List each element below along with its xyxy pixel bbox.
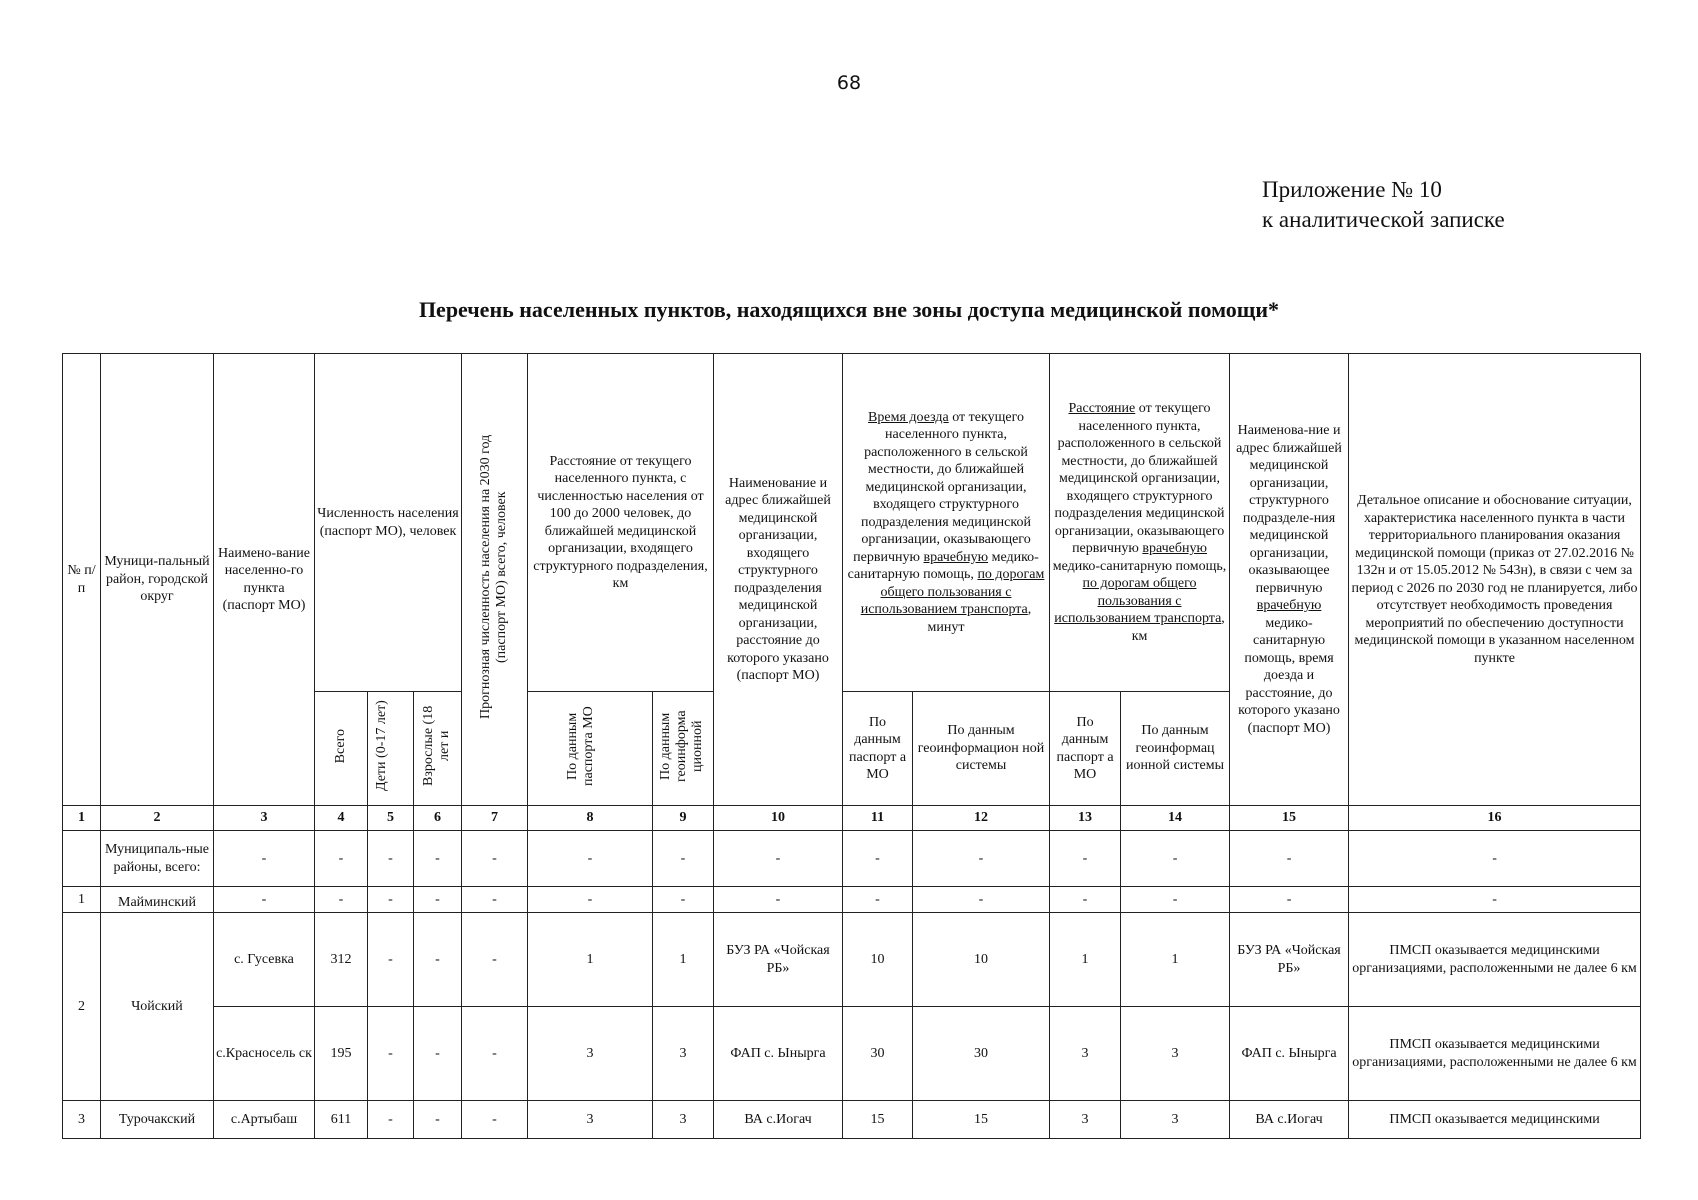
- population-forecast: -: [462, 1007, 528, 1101]
- appendix-line-2: к аналитической записке: [1262, 207, 1505, 232]
- primary-care-organization: ВА с.Иогач: [1230, 1101, 1349, 1139]
- header-col-15-1: Наименова-ние и адрес ближайшей медицинской организации, структурного подразделе-ния медицинской организации, оказывающее первичную: [1236, 423, 1342, 596]
- summary-cell: -: [1349, 831, 1641, 887]
- table-cell: -: [315, 887, 368, 913]
- header-col-13: По данным паспорт а МО: [1050, 692, 1121, 806]
- document-title: Перечень населенных пунктов, находящихся вне зоны доступа медицинской помощи*: [418, 297, 1280, 322]
- district-name: Майминский: [101, 887, 214, 913]
- appendix-note: [1262, 175, 1505, 235]
- summary-label: Муниципаль-ные районы, всего:: [101, 831, 214, 887]
- header-col-6-text: Взрослые (18 лет и: [420, 705, 452, 786]
- population-children: -: [368, 1101, 414, 1139]
- header-col-9-text: По данным геоинформа ционной: [658, 709, 705, 782]
- situation-note: ПМСП оказывается медицинскими организациями, расположенными не далее 6 км: [1349, 913, 1641, 1007]
- header-col-15: [1230, 354, 1349, 806]
- distance-gis: 3: [653, 1007, 714, 1101]
- table-row: [63, 913, 1641, 1007]
- header-col-7-text: Прогнозная численность населения на 2030 год (паспорт МО) всего, человек: [477, 434, 509, 719]
- summary-cell: -: [368, 831, 414, 887]
- summary-cell: -: [1050, 831, 1121, 887]
- table-cell: -: [1121, 887, 1230, 913]
- primary-care-organization: БУЗ РА «Чойская РБ»: [1230, 913, 1349, 1007]
- column-number: 14: [1121, 806, 1230, 831]
- summary-cell: -: [315, 831, 368, 887]
- summary-cell: -: [1230, 831, 1349, 887]
- header-road-distance-5: по дорогам общего пользования с использованием транспорта: [1054, 576, 1222, 626]
- primary-care-organization: ФАП с. Ынырга: [1230, 1007, 1349, 1101]
- column-numbers-row: [63, 806, 1641, 831]
- header-col-16: Детальное описание и обоснование ситуации, характеристика населенного пункта в части территориального планирования оказания медицинской помощи (приказ от 27.02.2016 № 132н и от 15.05.2012 № 543н), в связи с чем за период с 2026 по 2030 год не планируется, либо отсутствует необходимость проведения мероприятий по обеспечению доступности медицинской помощи в указанном населенном пункте: [1349, 354, 1641, 806]
- column-number: 7: [462, 806, 528, 831]
- header-col-1: № п/ п: [63, 354, 101, 806]
- table-cell: -: [843, 887, 913, 913]
- situation-note: ПМСП оказывается медицинскими организациями, расположенными не далее 6 км: [1349, 1007, 1641, 1101]
- header-col-5: [368, 692, 414, 806]
- table-cell: -: [714, 887, 843, 913]
- header-col-7: [462, 354, 528, 806]
- population-children: -: [368, 1007, 414, 1101]
- row-number: 3: [63, 1101, 101, 1139]
- travel-time-passport: 10: [843, 913, 913, 1007]
- header-col-4: [315, 692, 368, 806]
- distance-gis: 3: [653, 1101, 714, 1139]
- header-col-12: По данным геоинформацион ной системы: [913, 692, 1050, 806]
- summary-empty: [63, 831, 101, 887]
- header-col-3: Наимено-вание населенно-го пункта (паспорт МО): [214, 354, 315, 806]
- header-road-distance-4: медико-санитарную помощь,: [1052, 558, 1227, 574]
- table-cell: -: [414, 887, 462, 913]
- header-col-5-text: Дети (0-17 лет): [373, 700, 389, 792]
- settlements-table: [62, 353, 1641, 1139]
- population-forecast: -: [462, 1101, 528, 1139]
- header-population: Численность населения (паспорт МО), человек: [315, 354, 462, 692]
- population-forecast: -: [462, 913, 528, 1007]
- row-number: 2: [63, 913, 101, 1101]
- settlement-name: с. Гусевка: [214, 913, 315, 1007]
- column-number: 6: [414, 806, 462, 831]
- header-col-15-3: медико-санитарную помощь, время доезда и расстояние, до которого указано (паспорт МО): [1238, 615, 1340, 736]
- travel-time-gis: 10: [913, 913, 1050, 1007]
- table-row: [63, 1101, 1641, 1139]
- summary-cell: -: [714, 831, 843, 887]
- table-cell: -: [528, 887, 653, 913]
- settlement-name: с.Красносель ск: [214, 1007, 315, 1101]
- road-distance-passport: 3: [1050, 1007, 1121, 1101]
- nearest-organization: ФАП с. Ынырга: [714, 1007, 843, 1101]
- distance-gis: 1: [653, 913, 714, 1007]
- road-distance-gis: 3: [1121, 1101, 1230, 1139]
- header-road-distance-1: Расстояние: [1068, 401, 1136, 416]
- header-col-8: [528, 692, 653, 806]
- road-distance-gis: 1: [1121, 913, 1230, 1007]
- column-number: 10: [714, 806, 843, 831]
- district-name: Чойский: [101, 913, 214, 1101]
- header-col-14: По данным геоинформац ионной системы: [1121, 692, 1230, 806]
- page-number: 68: [836, 72, 862, 94]
- population-adults: -: [414, 1007, 462, 1101]
- column-number: 3: [214, 806, 315, 831]
- header-col-8-text: По данным паспорта МО: [565, 705, 596, 786]
- table-cell: -: [368, 887, 414, 913]
- travel-time-gis: 30: [913, 1007, 1050, 1101]
- column-number: 5: [368, 806, 414, 831]
- district-name: Турочакский: [101, 1101, 214, 1139]
- row-number: 1: [63, 887, 101, 913]
- population-children: -: [368, 913, 414, 1007]
- header-col-4-text: Всего: [333, 728, 348, 763]
- column-number: 15: [1230, 806, 1349, 831]
- header-col-2: Муници-пальный район, городской округ: [101, 354, 214, 806]
- column-number: 1: [63, 806, 101, 831]
- nearest-organization: ВА с.Иогач: [714, 1101, 843, 1139]
- situation-note: ПМСП оказывается медицинскими: [1349, 1101, 1641, 1139]
- summary-cell: -: [414, 831, 462, 887]
- column-number: 11: [843, 806, 913, 831]
- header-distance: Расстояние от текущего населенного пункта, с численностью населения от 100 до 2000 человек, до ближайшей медицинской организации, входящего структурного подразделения, км: [528, 354, 714, 692]
- population-total: 611: [315, 1101, 368, 1139]
- column-number: 8: [528, 806, 653, 831]
- population-adults: -: [414, 913, 462, 1007]
- table-cell: -: [1230, 887, 1349, 913]
- header-travel-time-6: , минут: [927, 602, 1032, 635]
- header-col-15-2: врачебную: [1256, 598, 1322, 613]
- column-number: 12: [913, 806, 1050, 831]
- header-travel-time: [843, 354, 1050, 692]
- column-number: 13: [1050, 806, 1121, 831]
- table-cell: -: [214, 887, 315, 913]
- summary-cell: -: [528, 831, 653, 887]
- table-cell: -: [1349, 887, 1641, 913]
- summary-cell: -: [913, 831, 1050, 887]
- table-row: [63, 1007, 1641, 1101]
- travel-time-passport: 30: [843, 1007, 913, 1101]
- population-adults: -: [414, 1101, 462, 1139]
- header-travel-time-4: медико-санитарную помощь,: [847, 549, 1039, 583]
- population-total: 195: [315, 1007, 368, 1101]
- travel-time-passport: 15: [843, 1101, 913, 1139]
- travel-time-gis: 15: [913, 1101, 1050, 1139]
- header-road-distance-6: , км: [1131, 611, 1225, 644]
- table-cell: -: [462, 887, 528, 913]
- table-cell: -: [1050, 887, 1121, 913]
- summary-cell: -: [843, 831, 913, 887]
- distance-passport: 1: [528, 913, 653, 1007]
- settlement-name: с.Артыбаш: [214, 1101, 315, 1139]
- header-col-10: Наименование и адрес ближайшей медицинской организации, входящего структурного подразделения медицинской организации, расстояние до которого указано (паспорт МО): [714, 354, 843, 806]
- table-cell: -: [653, 887, 714, 913]
- header-travel-time-1: Время доезда: [868, 409, 949, 425]
- column-number: 2: [101, 806, 214, 831]
- road-distance-gis: 3: [1121, 1007, 1230, 1101]
- column-number: 16: [1349, 806, 1641, 831]
- table-row: [63, 887, 1641, 913]
- distance-passport: 3: [528, 1101, 653, 1139]
- header-col-6: [414, 692, 462, 806]
- distance-passport: 3: [528, 1007, 653, 1101]
- column-number: 4: [315, 806, 368, 831]
- header-road-distance-3: врачебную: [1142, 541, 1207, 556]
- header-col-9: [653, 692, 714, 806]
- header-travel-time-5: по дорогам общего пользования с использованием транспорта: [860, 567, 1045, 618]
- summary-row: [63, 831, 1641, 887]
- summary-cell: -: [1121, 831, 1230, 887]
- column-number: 9: [653, 806, 714, 831]
- header-col-11: По данным паспорт а МО: [843, 692, 913, 806]
- summary-cell: -: [214, 831, 315, 887]
- road-distance-passport: 1: [1050, 913, 1121, 1007]
- header-travel-time-2: от текущего населенного пункта, расположенного в сельской местности, до ближайшей медицинской организации, входящего структурного подразделения медицинской организации, оказывающего первичную: [853, 409, 1031, 565]
- population-total: 312: [315, 913, 368, 1007]
- header-travel-time-3: врачебную: [923, 549, 989, 565]
- summary-cell: -: [653, 831, 714, 887]
- nearest-organization: БУЗ РА «Чойская РБ»: [714, 913, 843, 1007]
- summary-cell: -: [462, 831, 528, 887]
- road-distance-passport: 3: [1050, 1101, 1121, 1139]
- table-cell: -: [913, 887, 1050, 913]
- appendix-line-1: Приложение № 10: [1262, 177, 1442, 202]
- header-road-distance: [1050, 354, 1230, 692]
- header-road-distance-2: от текущего населенного пункта, расположенного в сельской местности, до ближайшей медицинской организации, входящего структурного подразделения медицинской организации, оказывающего первичную: [1054, 401, 1225, 556]
